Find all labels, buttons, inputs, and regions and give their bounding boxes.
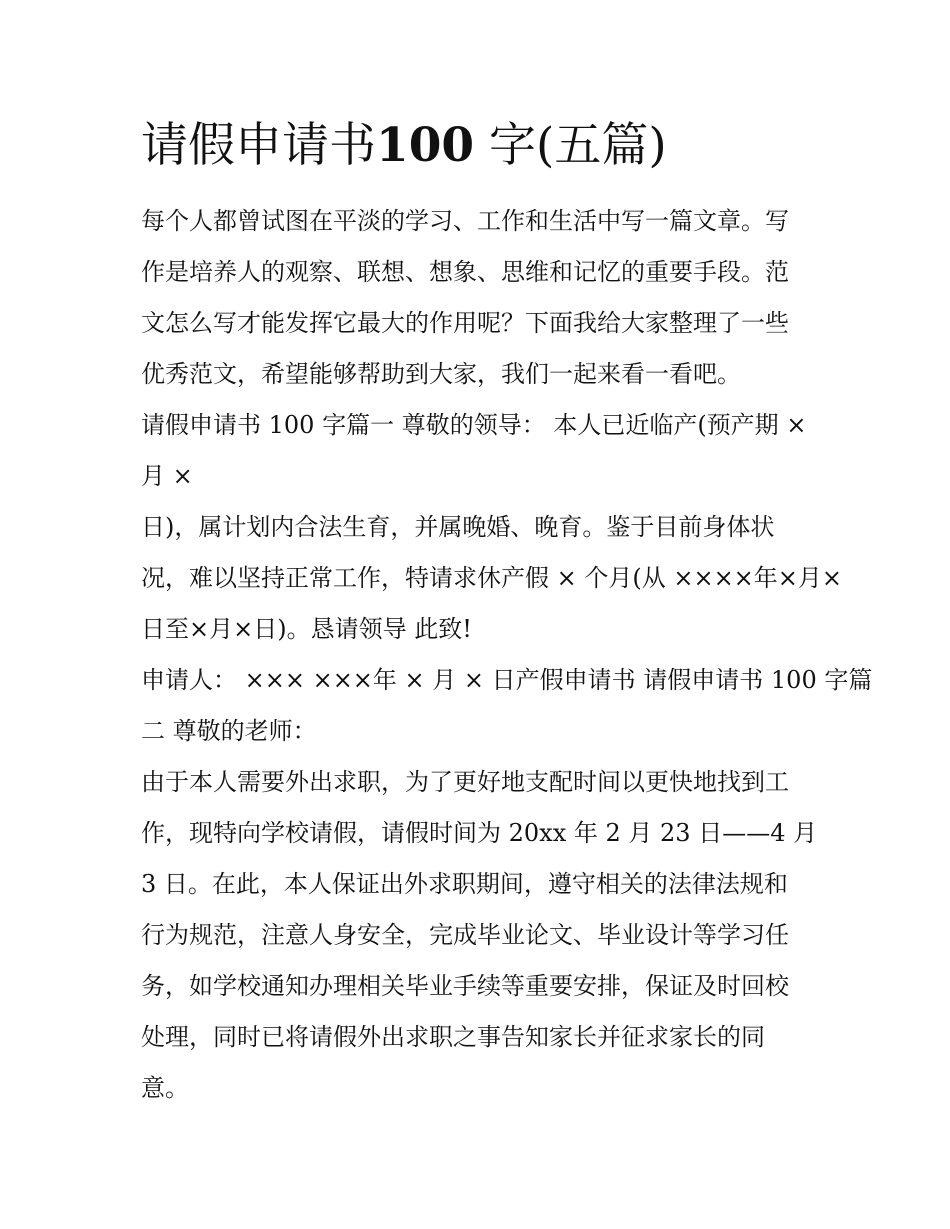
body-line: 况，难以坚持正常工作，特请求休产假 × 个月(从 ××××年×月× — [141, 564, 843, 592]
body-line: 由于本人需要外出求职，为了更好地支配时间以更快地找到工 — [141, 768, 789, 796]
body-line: 作是培养人的观察、联想、想象、思维和记忆的重要手段。范 — [141, 258, 789, 286]
title-suffix: 字(五篇) — [474, 118, 667, 173]
body-line: 日)，属计划内合法生育，并属晚婚、晚育。鉴于目前身体状 — [141, 513, 775, 541]
body-line: 3 日。在此，本人保证出外求职期间，遵守相关的法律法规和 — [141, 870, 788, 898]
body-line: 行为规范，注意人身安全，完成毕业论文、毕业设计等学习任 — [141, 921, 789, 949]
body-line: 处理，同时已将请假外出求职之事告知家长并征求家长的同 — [141, 1023, 765, 1051]
document-title — [141, 116, 667, 176]
body-line: 优秀范文，希望能够帮助到大家，我们一起来看一看吧。 — [141, 360, 741, 388]
body-line: 日至×月×日)。恳请领导 此致! — [141, 615, 472, 643]
title-number: 100 — [376, 118, 475, 173]
body-line: 务，如学校通知办理相关毕业手续等重要安排，保证及时回校 — [141, 972, 789, 1000]
title-prefix: 请假申请书 — [141, 118, 376, 173]
body-line: 作，现特向学校请假，请假时间为 20xx 年 2 月 23 日——4 月 — [141, 819, 818, 847]
body-line: 申请人： ××× ×××年 × 月 × 日产假申请书 请假申请书 100 字篇 — [141, 666, 873, 694]
body-line: 文怎么写才能发挥它最大的作用呢？下面我给大家整理了一些 — [141, 309, 789, 337]
body-line: 请假申请书 100 字篇一 尊敬的领导： 本人已近临产(预产期 × — [141, 411, 807, 439]
body-line: 每个人都曾试图在平淡的学习、工作和生活中写一篇文章。写 — [141, 207, 789, 235]
body-line: 月 × — [141, 462, 193, 490]
body-line: 二 尊敬的老师： — [141, 717, 317, 745]
body-line: 意。 — [141, 1074, 189, 1102]
